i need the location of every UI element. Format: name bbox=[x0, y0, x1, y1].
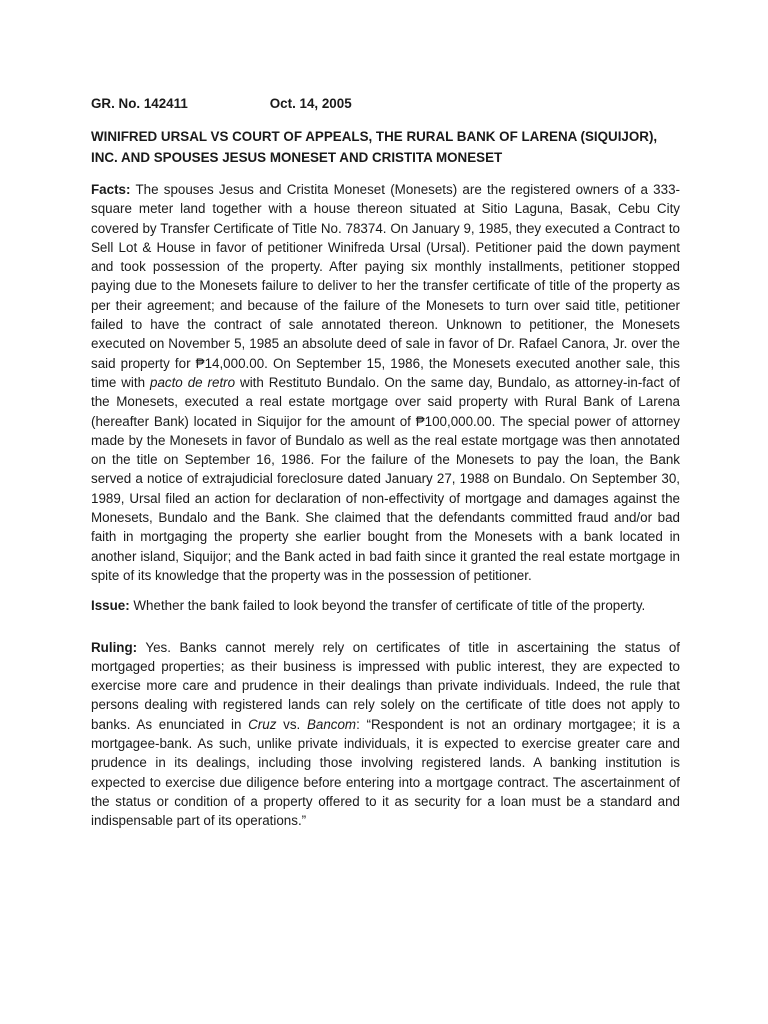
ruling-vs-text: vs. bbox=[276, 716, 307, 732]
ruling-text-part-1: Yes. Banks cannot merely rely on certificates of title in ascertaining the status of mortgaged properties; as their business is impressed with public interest, they are expected to exercise more care and prudence in their dealings than private individuals. Indeed, the rule that persons dealing with registered lands can rely solely on the certificate of title does not apply to banks. As enunciated in bbox=[91, 639, 680, 732]
facts-text-part-1: The spouses Jesus and Cristita Moneset (Monesets) are the registered owners of a 333-square meter land together with a house thereon situated at Sitio Laguna, Basak, Cebu City covered by Transfer Certificate of Title No. 78374. On January 9, 1985, they executed a Contract to Sell Lot & House in favor of petitioner Winifreda Ursal (Ursal). Petitioner paid the down payment and took possession of the property. After paying six monthly installments, petitioner stopped paying due to the Monesets failure to deliver to her the transfer certificate of title of the property as per their agreement; and because of the failure of the Monesets to turn over said title, petitioner failed to have the contract of sale annotated thereon. Unknown to petitioner, the Monesets executed on November 5, 1985 an absolute deed of sale in favor of Dr. Rafael Canora, Jr. over the said property for ₱14,000.00. On September 15, 1986, the Monesets executed another sale, this time with bbox=[91, 182, 680, 390]
facts-label: Facts: bbox=[91, 182, 131, 197]
issue-label: Issue: bbox=[91, 598, 130, 614]
ruling-cited-case-2: Bancom bbox=[306, 716, 357, 732]
case-number: GR. No. 142411 bbox=[91, 96, 188, 111]
ruling-text-part-2: : “Respondent is not an ordinary mortgagee; it is a mortgagee-bank. As such, unlike private individuals, it is expected to exercise greater care and prudence in its dealings, including those involving registered lands. A banking institution is expected to exercise due diligence before entering into a mortgage contract. The ascertainment of the status or condition of a property offered to it as security for a loan must be a standard and indispensable part of its operations.” bbox=[91, 716, 680, 829]
case-title: WINIFRED URSAL VS COURT OF APPEALS, THE RURAL BANK OF LARENA (SIQUIJOR), INC. AND SPOUSES JESUS MONESET AND CRISTITA MONESET bbox=[91, 129, 658, 165]
issue-text: Whether the bank failed to look beyond the transfer of certificate of title of the property. bbox=[129, 598, 646, 614]
facts-paragraph bbox=[91, 180, 680, 585]
ruling-cited-case-1: Cruz bbox=[248, 716, 277, 732]
facts-italic-term: pacto de retro bbox=[150, 374, 236, 390]
case-date: Oct. 14, 2005 bbox=[269, 96, 352, 111]
ruling-label: Ruling: bbox=[91, 639, 138, 655]
case-header bbox=[91, 95, 680, 112]
facts-text-part-2: with Restituto Bundalo. On the same day, Bundalo, as attorney-in-fact of the Monesets, executed a real estate mortgage over said property with Rural Bank of Larena (hereafter Bank) located in Siquijor for the amount of ₱100,000.00. The special power of attorney made by the Monesets in favor of Bundalo as well as the real estate mortgage was then annotated on the title on September 16, 1986. For the failure of the Monesets to pay the loan, the Bank served a notice of extrajudicial foreclosure dated January 27, 1988 on Bundalo. On September 30, 1989, Ursal filed an action for declaration of non-effectivity of mortgage and damages against the Monesets, Bundalo and the Bank. She claimed that the defendants committed fraud and/or bad faith in mortgaging the property she earlier bought from the Monesets with a bank located in another island, Siquijor; and the Bank acted in bad faith since it granted the real estate mortgage in spite of its knowledge that the property was in the possession of petitioner. bbox=[91, 374, 680, 583]
issue-paragraph bbox=[91, 596, 680, 615]
ruling-paragraph bbox=[91, 638, 680, 831]
